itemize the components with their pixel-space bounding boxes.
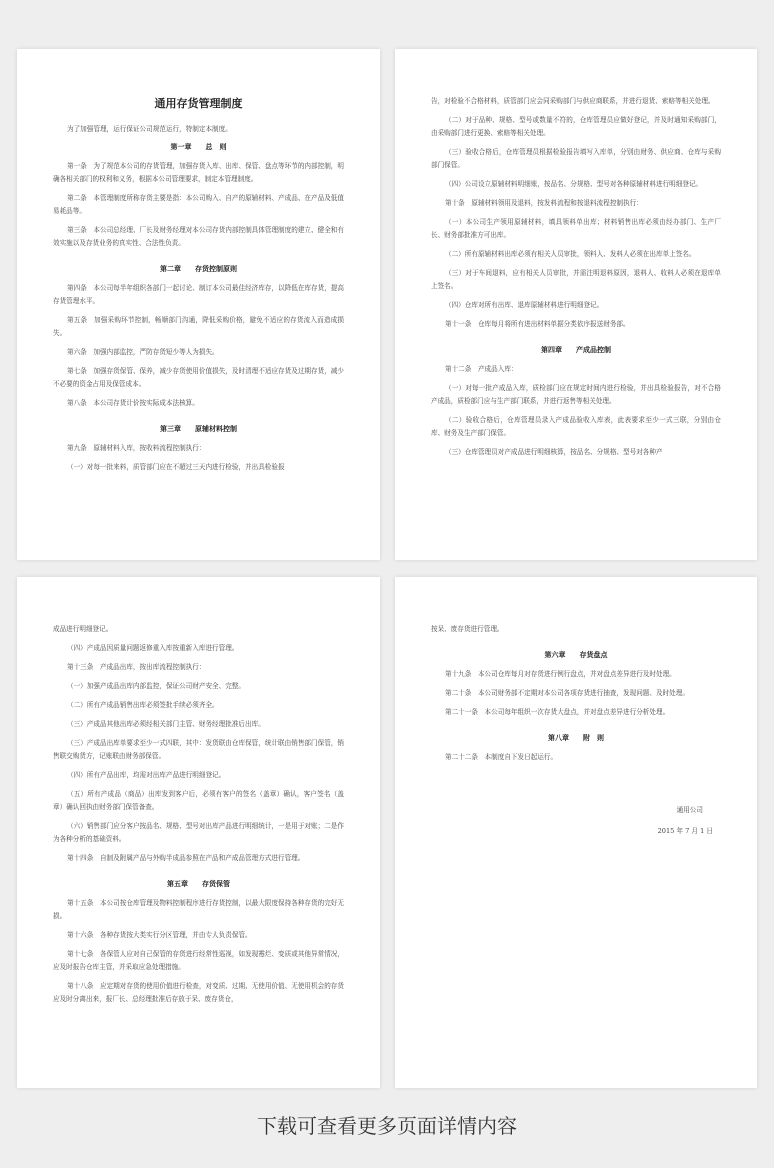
article-paragraph: 第二十条 本公司财务部不定期对本公司各项存货进行抽查，发现问题、及时处理。	[445, 689, 689, 697]
article-paragraph: 第五条 加强采购环节控制，畅顺部门沟通，降低采购价格，避免不适应的存货流入而造成损失。	[53, 316, 344, 337]
article-paragraph: 第二十二条 本制度自下发日起运行。	[445, 753, 558, 761]
download-hint-text: 下载可查看更多页面详情内容	[257, 1114, 517, 1138]
article-paragraph: 第八条 本公司存货计价按实际成本法核算。	[67, 399, 199, 407]
article-paragraph: （三）产成品出库单要求至少一式四联，其中：发货联由仓库保管，统计联由销售部门保管，销售联交购货方，记账联由财务部保管。	[53, 739, 344, 760]
article-paragraph: （一）加强产成品出库内部监控，保证公司财产安全、完整。	[67, 682, 246, 690]
article-paragraph: （四）仓库对所有出库、退库原辅材料进行明细登记。	[445, 301, 604, 309]
article-paragraph: （一）对每一批产成品入库，质检部门应在规定时间内进行检验，并出具检验报告，对不合格产成品，质检部门应与生产部门联系，并进行返售等相关处理。	[431, 384, 721, 405]
article-paragraph: （五）所有产成品（商品）出库发到客户后，必须有客户的签名（盖章）确认，客户签名（盖章）确认回执由财务部门保管备查。	[53, 790, 344, 811]
chapter-heading: 第一章 总 则	[170, 142, 227, 151]
article-paragraph: 第六条 加强内部监控，严防存货短少等人为损失。	[67, 348, 219, 356]
article-paragraph: 第二十一条 本公司每年组织一次存货大盘点，并对盘点差异进行分析处理。	[445, 708, 670, 716]
continued-paragraph: 按呆、废存货进行管理。	[431, 625, 504, 633]
article-paragraph: （二）所有原辅材料出库必须有相关人员审批，领料人、发料人必须在出库单上签名。	[445, 250, 696, 258]
article-paragraph: （二）对于品种、规格、型号或数量不符的，仓库管理员应做好登记，并及时通知采购部门，由采购部门进行更换、索赔等相关处理。	[431, 116, 721, 137]
document-page-1	[17, 49, 380, 560]
article-paragraph: 第一条 为了规范本公司的存货管理，加强存货入库、出库、保管、盘点等环节的内部控制，明确各相关部门的权利和义务，根据本公司管理要求，制定本管理制度。	[53, 162, 344, 183]
continued-paragraph: 成品进行明细登记。	[53, 625, 113, 633]
article-paragraph: （四）所有产品出库，均需对出库产品进行明细登记。	[67, 771, 226, 779]
article-paragraph: 第十三条 产成品出库，按出库流程控制执行：	[67, 663, 206, 671]
intro-paragraph: 为了加强管理，运行保证公司规范运行，特制定本制度。	[67, 125, 232, 133]
chapter-heading: 第八章 附 则	[548, 733, 604, 742]
article-paragraph: 第四条 本公司每半年组织各部门一起讨论、制订本公司最佳经济库存，以降低在库存货，提高存货管理水平。	[53, 284, 344, 305]
article-paragraph: 第十条 原辅材料领用及退料，按发料流程和按退料流程控制执行：	[445, 199, 643, 207]
article-paragraph: 第十二条 产成品入库：	[445, 365, 518, 373]
continued-paragraph: 告，对检验不合格材料，质管部门应会同采购部门与供应商联系，并进行退货、索赔等相关处理。	[431, 97, 715, 105]
document-page-3	[17, 577, 380, 1088]
article-paragraph: 第三条 本公司总经理、厂长及财务经理对本公司存货内部控制具体管理制度的建立、健全和有效实施以及存货业务的真实性、合法性负责。	[53, 226, 344, 247]
article-paragraph: 第二条 本管理制度所称存货主要是指：本公司购入、自产的原辅材料、产成品、在产品及低值易耗品等。	[53, 194, 344, 215]
article-paragraph: （六）销售部门应分客户按品名、规格、型号对出库产品进行明细统计，一是用于对账；二是作为各种分析的基础资料。	[53, 822, 344, 843]
article-paragraph: 第十八条 应定期对存货的使用价值进行检查，对变质、过期、无使用价值、无使用机会的存货应及时分离出来，报厂长、总经理批准后存放于呆、废存货仓，	[53, 982, 344, 1003]
article-paragraph: 第七条 加强存货保管、保养，减少存货使用价值损失，及时清理不适应存货及过期存货，减少不必要的资金占用及保管成本。	[53, 367, 344, 388]
article-paragraph: 第十一条 仓库每月将所有进出材料单据分类依序报送财务部。	[445, 320, 630, 328]
article-paragraph: （四）产成品因质量问题返修重入库按重新入库进行管理。	[67, 644, 239, 652]
article-paragraph: （二）验收合格后，仓库管理员录入产成品验收入库表，此表要求至少一式三联，分别由仓库、财务及生产部门保管。	[431, 416, 721, 437]
article-paragraph: （三）产成品其他出库必须经相关部门主管、财务经理批准后出库。	[67, 720, 265, 728]
article-paragraph: （三）验收合格后，仓库管理员根据检验报告填写入库单，分别由财务、供应商、仓库与采购部门保管。	[431, 148, 721, 169]
chapter-heading: 第四章 产成品控制	[541, 345, 611, 354]
signature-date: 2015 年 7 月 1 日	[657, 827, 713, 835]
article-paragraph: （三）对于车间退料，应有相关人员审批，并需注明退料原因，退料人、收料人必须在退库单上签名。	[431, 269, 721, 290]
document-title: 通用存货管理制度	[154, 97, 243, 110]
document-page-2	[395, 49, 757, 560]
article-paragraph: （三）仓库管理员对产成品进行明细核算，按品名、分规格、型号对各种产	[445, 448, 663, 456]
article-paragraph: 第十四条 自制及附属产品与外购半成品参照在产品和产成品管理方式进行管理。	[67, 854, 305, 862]
article-paragraph: 第十五条 本公司按仓库管理及物料控制程序进行存货控制，以最大限度保持各种存货的完好无损。	[53, 899, 344, 920]
chapter-heading: 第二章 存货控制原则	[160, 264, 237, 273]
chapter-heading: 第三章 原辅材料控制	[160, 424, 237, 433]
article-paragraph: （一）对每一批来料，质管部门应在不超过三天内进行检验，并出具检验报	[67, 463, 285, 471]
document-page-4	[395, 577, 757, 1088]
article-paragraph: （四）公司设立原辅材料明细账，按品名、分规格、型号对各种原辅材料进行明细登记。	[445, 180, 703, 188]
article-paragraph: （二）所有产成品销售出库必须签批手续必须齐全。	[67, 701, 219, 709]
article-paragraph: （一）本公司生产领用原辅材料，填具领料单出库；材料销售出库必须由经办部门、生产厂长、财务部批准方可出库。	[431, 218, 721, 239]
article-paragraph: 第十六条 各种存货按大类实行分区管理，并由专人负责保管。	[67, 931, 252, 939]
signature-company: 通用公司	[676, 806, 703, 814]
article-paragraph: 第九条 原辅材料入库，按收料流程控制执行：	[67, 444, 206, 452]
article-paragraph: 第十七条 各保管人应对自己保管的存货进行经常性巡视，如发现霉烂、变质或其他异常情况，应及时报告仓库主管，并采取应急处理措施。	[53, 950, 344, 971]
chapter-heading: 第六章 存货盘点	[544, 650, 608, 659]
article-paragraph: 第十九条 本公司仓库每月对存货进行例行盘点，并对盘点差异进行及时处理。	[445, 670, 676, 678]
chapter-heading: 第五章 存货保管	[167, 879, 230, 888]
